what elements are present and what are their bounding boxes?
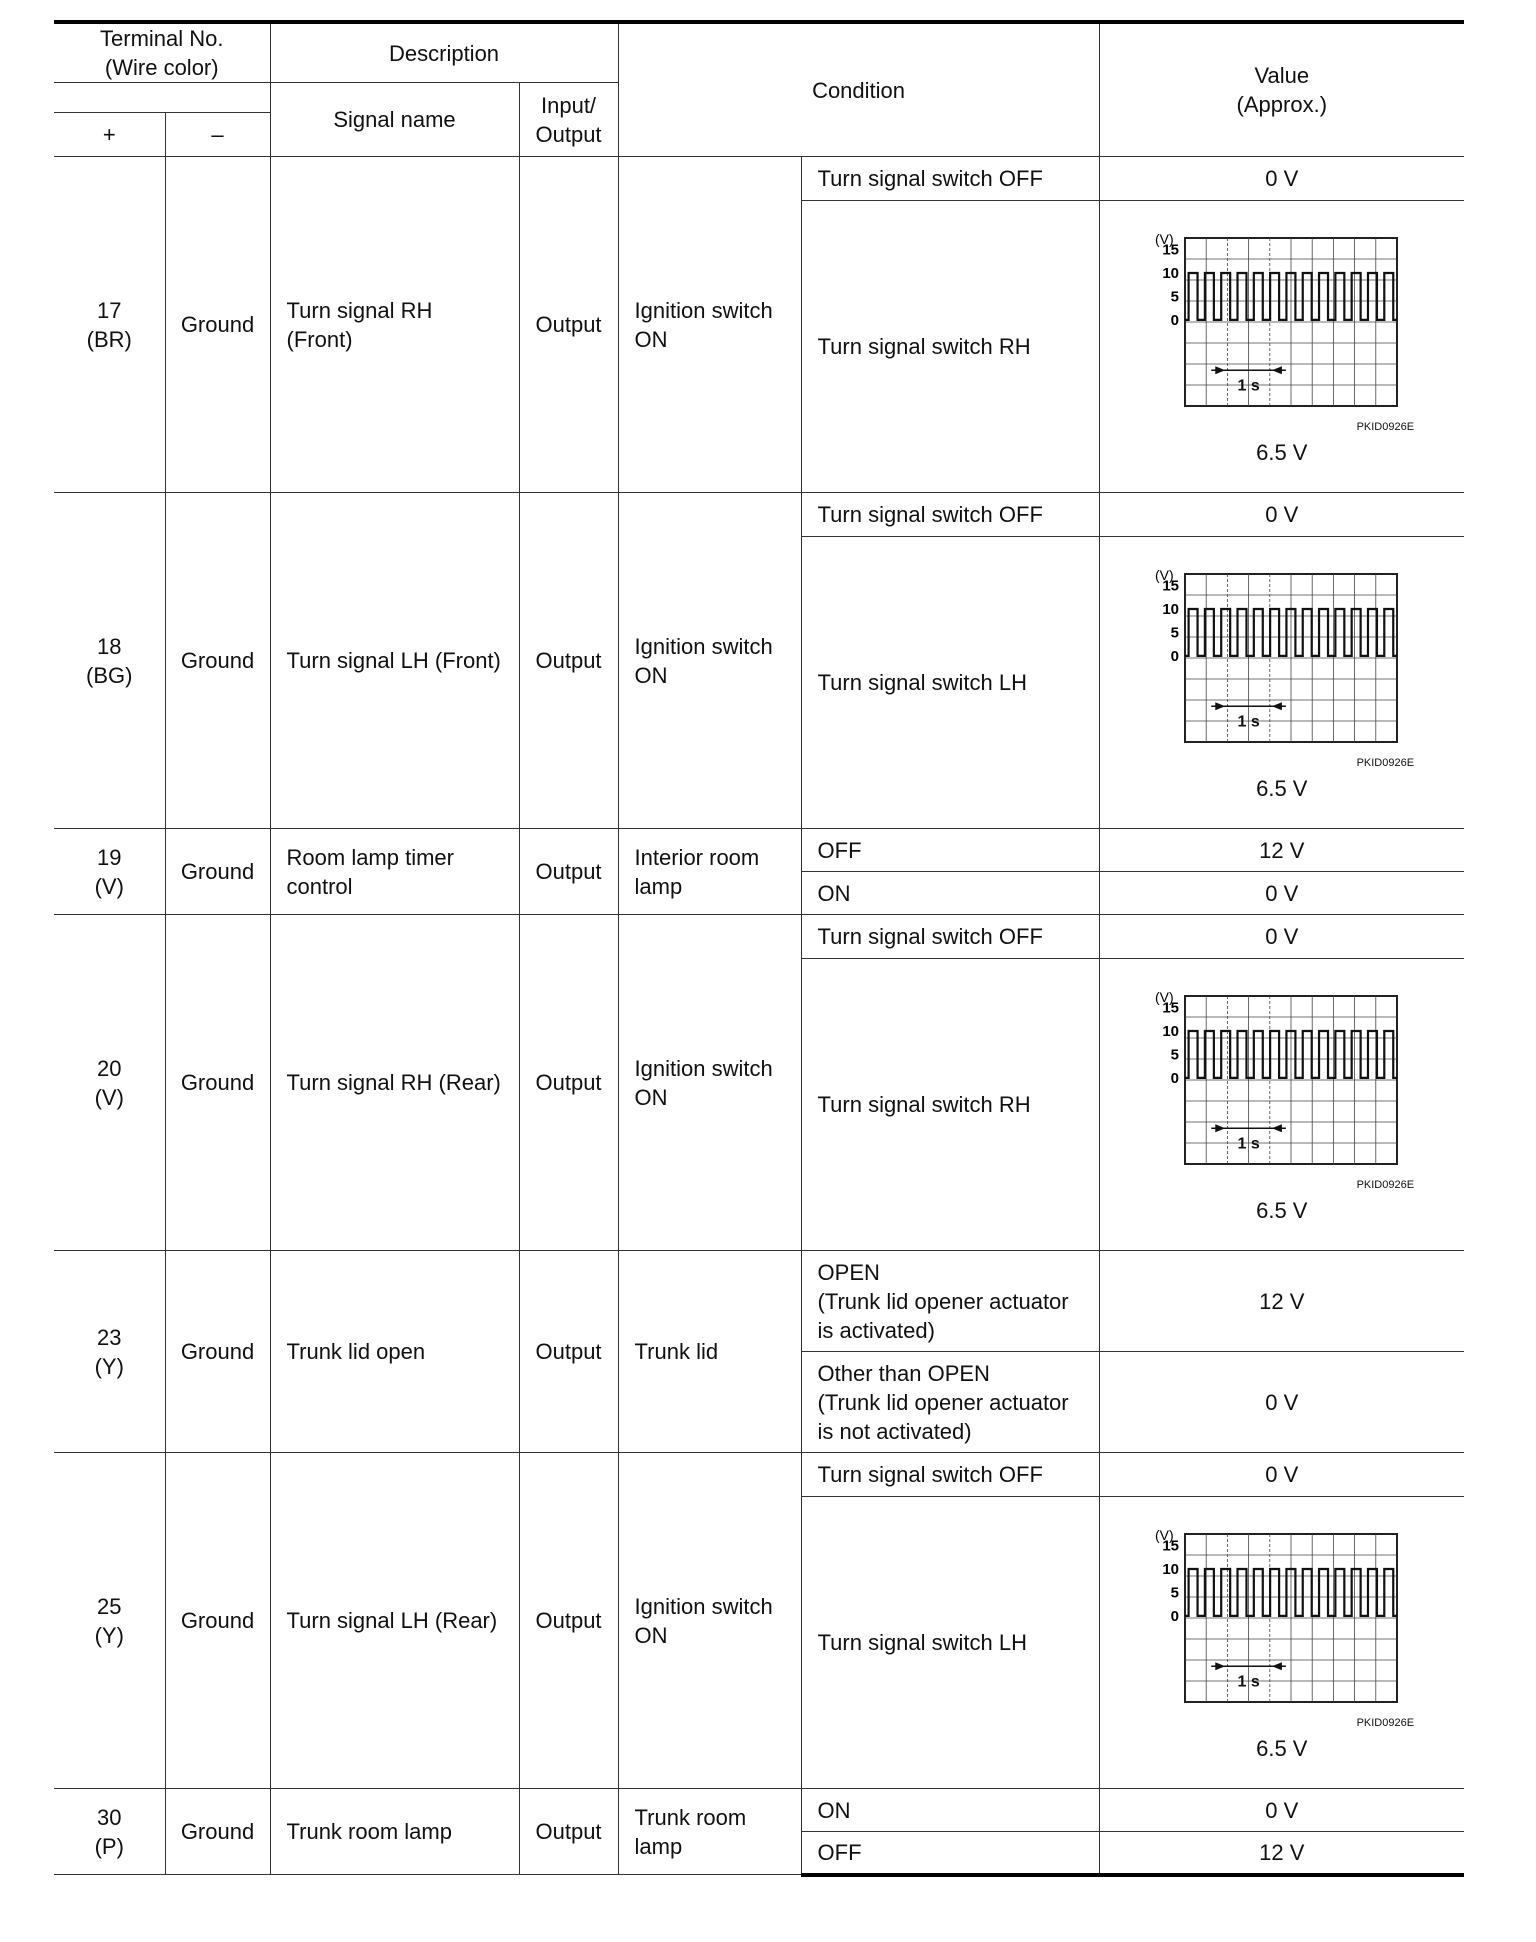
- sub-condition: Turn signal switch RH: [801, 959, 1099, 1251]
- period-arrow-left: [1215, 702, 1225, 710]
- value: 0 V: [1099, 1352, 1464, 1453]
- terminal-number: 23 (Y): [54, 1251, 165, 1453]
- condition: Ignition switch ON: [618, 915, 801, 1251]
- y-tick-label: 0: [1170, 647, 1179, 665]
- period-label: 1 s: [1237, 377, 1260, 395]
- signal-name: Turn signal LH (Front): [270, 493, 519, 829]
- signal-name: Turn signal LH (Rear): [270, 1453, 519, 1789]
- signal-name: Room lamp timer control: [270, 829, 519, 915]
- header-plus: +: [54, 113, 165, 157]
- y-tick-label: 15: [1162, 1537, 1179, 1555]
- waveform-chart: [1147, 1522, 1417, 1712]
- axis-unit-label: (V): [1154, 230, 1174, 247]
- value: 12 V: [1099, 1832, 1464, 1875]
- input-output: Output: [519, 1453, 618, 1789]
- header-value: Value (Approx.): [1099, 22, 1464, 157]
- value: 12 V: [1099, 1251, 1464, 1352]
- value: 0 V: [1099, 1789, 1464, 1832]
- condition: Ignition switch ON: [618, 157, 801, 493]
- waveform-chart: [1147, 562, 1417, 752]
- value: 6.5 V: [1256, 1198, 1308, 1224]
- signal-name: Turn signal RH (Front): [270, 157, 519, 493]
- header-terminal-no: Terminal No. (Wire color): [54, 22, 270, 83]
- value-waveform: [1099, 959, 1464, 1251]
- y-tick-label: 15: [1162, 241, 1179, 259]
- header-description: Description: [270, 22, 618, 83]
- terminal-number: 19 (V): [54, 829, 165, 915]
- minus-terminal: Ground: [165, 1453, 270, 1789]
- input-output: Output: [519, 157, 618, 493]
- header-condition: Condition: [618, 22, 1099, 157]
- value: 6.5 V: [1256, 440, 1308, 466]
- period-label: 1 s: [1237, 1673, 1260, 1691]
- period-arrow-right: [1272, 1662, 1282, 1670]
- value: 0 V: [1099, 872, 1464, 915]
- condition: Ignition switch ON: [618, 493, 801, 829]
- y-tick-label: 10: [1162, 264, 1179, 282]
- waveform-code: PKID0926E: [1356, 1178, 1415, 1191]
- minus-terminal: Ground: [165, 157, 270, 493]
- minus-terminal: Ground: [165, 829, 270, 915]
- sub-condition: Turn signal switch OFF: [801, 1453, 1099, 1497]
- header-minus: –: [165, 113, 270, 157]
- y-tick-label: 5: [1170, 1046, 1179, 1064]
- input-output: Output: [519, 1251, 618, 1453]
- sub-condition: Other than OPEN (Trunk lid opener actuator is not activated): [801, 1352, 1099, 1453]
- input-output: Output: [519, 1789, 618, 1875]
- sub-condition: Turn signal switch LH: [801, 1497, 1099, 1789]
- header-signal-name: Signal name: [270, 83, 519, 157]
- period-label: 1 s: [1237, 1135, 1260, 1153]
- axis-unit-label: (V): [1154, 566, 1174, 583]
- minus-terminal: Ground: [165, 1789, 270, 1875]
- minus-terminal: Ground: [165, 915, 270, 1251]
- sub-condition: OFF: [801, 829, 1099, 872]
- value: 0 V: [1099, 915, 1464, 959]
- input-output: Output: [519, 829, 618, 915]
- axis-unit-label: (V): [1154, 988, 1174, 1005]
- y-tick-label: 0: [1170, 1069, 1179, 1087]
- signal-name: Turn signal RH (Rear): [270, 915, 519, 1251]
- sub-condition: ON: [801, 1789, 1099, 1832]
- waveform-code: PKID0926E: [1356, 756, 1415, 769]
- waveform-code: PKID0926E: [1356, 420, 1415, 433]
- terminal-number: 20 (V): [54, 915, 165, 1251]
- signal-name: Trunk room lamp: [270, 1789, 519, 1875]
- value-waveform: [1099, 1497, 1464, 1789]
- y-tick-label: 5: [1170, 1584, 1179, 1602]
- sub-condition: ON: [801, 872, 1099, 915]
- input-output: Output: [519, 915, 618, 1251]
- terminal-number: 25 (Y): [54, 1453, 165, 1789]
- value: 12 V: [1099, 829, 1464, 872]
- y-tick-label: 10: [1162, 1560, 1179, 1578]
- sub-condition: OFF: [801, 1832, 1099, 1875]
- period-arrow-left: [1215, 1662, 1225, 1670]
- value: 6.5 V: [1256, 1736, 1308, 1762]
- sub-condition: Turn signal switch OFF: [801, 915, 1099, 959]
- value: 0 V: [1099, 157, 1464, 201]
- y-tick-label: 15: [1162, 999, 1179, 1017]
- y-tick-label: 5: [1170, 288, 1179, 306]
- sub-condition: OPEN (Trunk lid opener actuator is activated): [801, 1251, 1099, 1352]
- period-arrow-right: [1272, 366, 1282, 374]
- period-arrow-right: [1272, 702, 1282, 710]
- value-waveform: [1099, 201, 1464, 493]
- waveform-chart: [1147, 984, 1417, 1174]
- terminal-number: 30 (P): [54, 1789, 165, 1875]
- value: 6.5 V: [1256, 776, 1308, 802]
- condition: Ignition switch ON: [618, 1453, 801, 1789]
- y-tick-label: 0: [1170, 1607, 1179, 1625]
- y-tick-label: 15: [1162, 577, 1179, 595]
- value: 0 V: [1099, 493, 1464, 537]
- minus-terminal: Ground: [165, 493, 270, 829]
- y-tick-label: 10: [1162, 1022, 1179, 1040]
- sub-condition: Turn signal switch RH: [801, 201, 1099, 493]
- sub-condition: Turn signal switch OFF: [801, 493, 1099, 537]
- terminal-number: 17 (BR): [54, 157, 165, 493]
- input-output: Output: [519, 493, 618, 829]
- value-waveform: [1099, 537, 1464, 829]
- y-tick-label: 10: [1162, 600, 1179, 618]
- condition: Trunk room lamp: [618, 1789, 801, 1875]
- axis-unit-label: (V): [1154, 1526, 1174, 1543]
- period-arrow-left: [1215, 366, 1225, 374]
- condition: Interior room lamp: [618, 829, 801, 915]
- header-terminal-spacer: [54, 83, 270, 113]
- y-tick-label: 0: [1170, 311, 1179, 329]
- condition: Trunk lid: [618, 1251, 801, 1453]
- period-arrow-left: [1215, 1124, 1225, 1132]
- terminal-signal-table: [54, 20, 1464, 1877]
- period-arrow-right: [1272, 1124, 1282, 1132]
- sub-condition: Turn signal switch LH: [801, 537, 1099, 829]
- waveform-chart: [1147, 226, 1417, 416]
- y-tick-label: 5: [1170, 624, 1179, 642]
- header-input-output: Input/ Output: [519, 83, 618, 157]
- sub-condition: Turn signal switch OFF: [801, 157, 1099, 201]
- value: 0 V: [1099, 1453, 1464, 1497]
- terminal-number: 18 (BG): [54, 493, 165, 829]
- period-label: 1 s: [1237, 713, 1260, 731]
- signal-name: Trunk lid open: [270, 1251, 519, 1453]
- waveform-code: PKID0926E: [1356, 1716, 1415, 1729]
- minus-terminal: Ground: [165, 1251, 270, 1453]
